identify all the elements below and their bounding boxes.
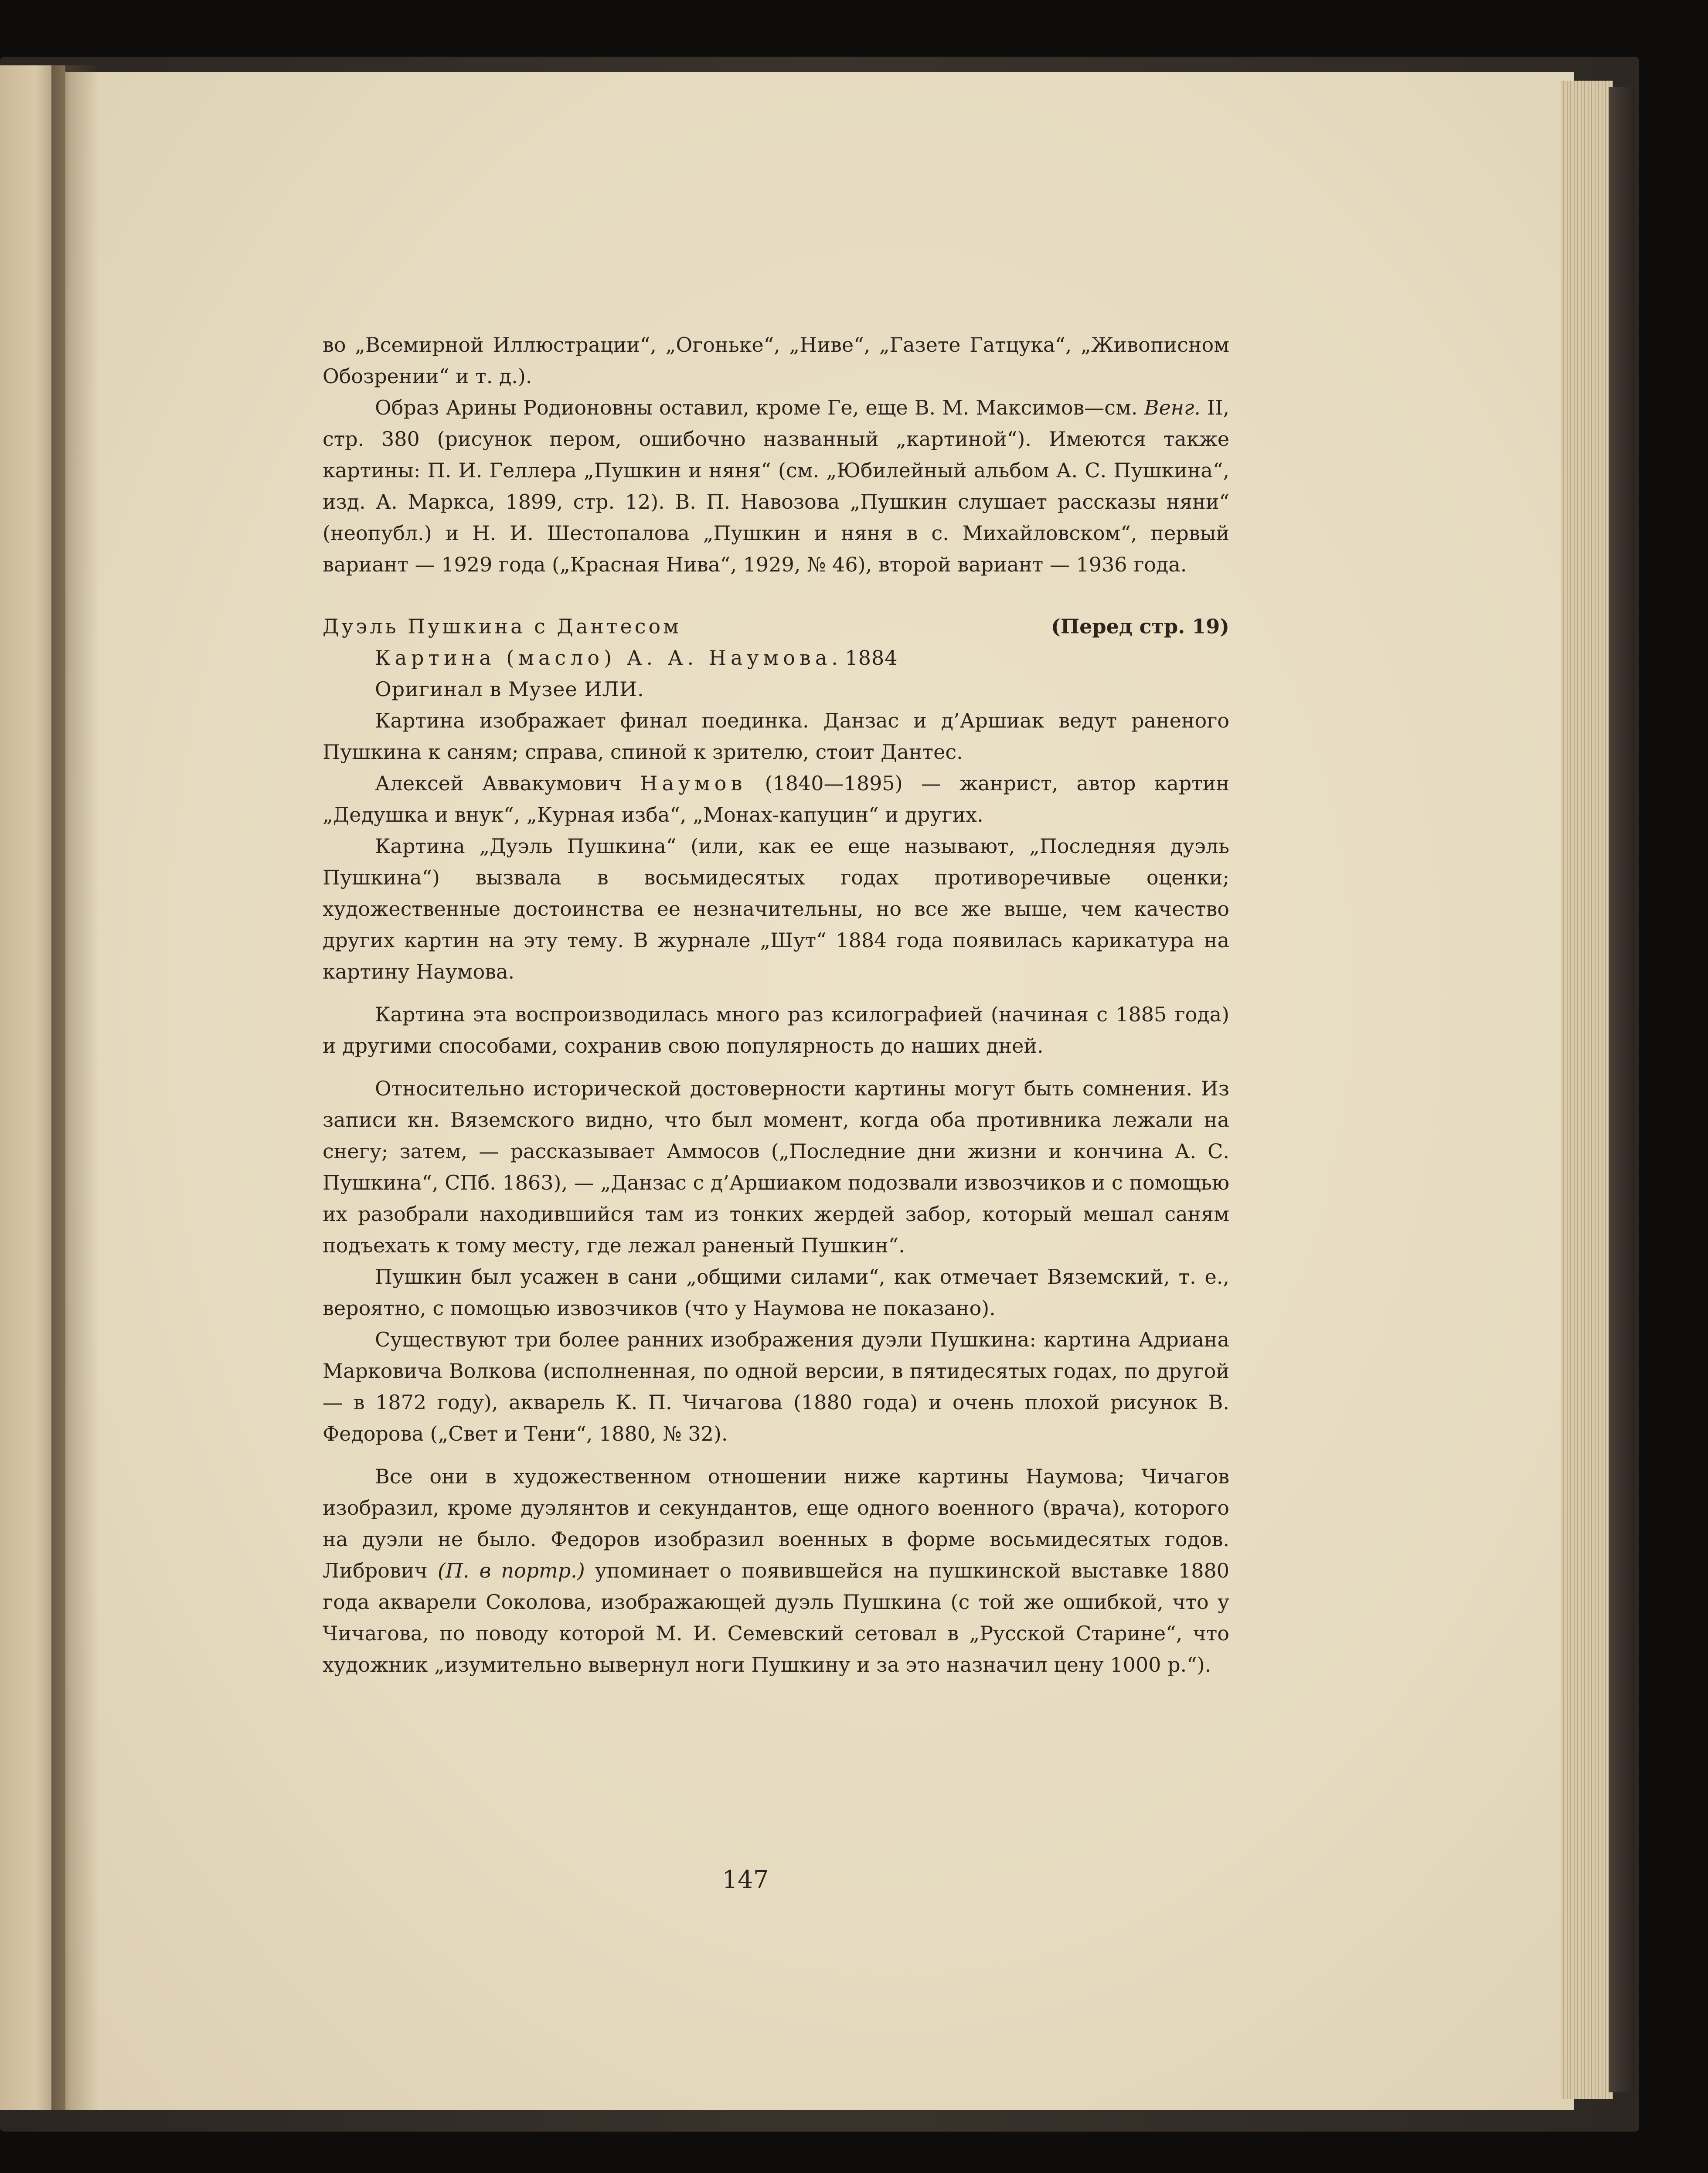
painting-medium: Картина (масло) [375, 646, 627, 670]
page-number: 147 [722, 1866, 769, 1894]
paragraph-text: II, стр. 380 (рисунок пером, ошибочно названный „картиной“). Имеются также картины: П. И. Геллера „Пушкин и няня“ (см. „Юбилейный альбом А. С. Пушкина“, изд. А. Маркса, 1899, стр. 12). В. П. Навозова „Пушкин слушает рассказы няни“ (неопубл.) и Н. И. Шестопалова „Пушкин и няня в с. Михайловском“, первый вариант — 1929 года („Красная Нива“, 1929, № 46), второй вариант — 1936 года. [323, 396, 1229, 576]
paragraph-arina [323, 392, 1229, 580]
paragraph-text: Образ Арины Родионовны оставил, кроме Ге, еще В. М. Максимов—см. [375, 396, 1144, 419]
gutter-shadow [51, 65, 99, 2110]
paragraph-text: (1840—1895) — жанрист, автор картин „Дедушка и внук“, „Курная изба“, „Монах-капуцин“ и других. [323, 772, 1229, 826]
paragraph-reproduction: Картина эта воспроизводилась много раз ксилографией (начиная с 1885 года) и другими способами, сохранив свою популярность до наших дней. [323, 1003, 1229, 1058]
text-block [323, 329, 1229, 1680]
section-heading [323, 611, 1229, 642]
paragraph-accuracy: Относительно исторической достоверности картины могут быть сомнения. Из записи кн. Вяземского видно, что был момент, когда оба противника лежали на снегу; затем, — рассказывает Аммосов („Последние дни жизни и кончина А. С. Пушкина“, СПб. 1863), — „Данзас с д’Аршиаком подозвали извозчиков и с помощью их разобрали находившийся там из тонких жердей забор, который мешал саням подъехать к тому месту, где лежал раненый Пушкин“. [323, 1077, 1229, 1257]
paragraph-comparison [323, 1461, 1229, 1680]
painting-author: А. А. Наумова [626, 646, 832, 670]
paragraph-earlier-images: Существуют три более ранних изображения дуэли Пушкина: картина Адриана Марковича Волкова (исполненная, по одной версии, в пятидесятых годах, по другой — в 1872 году), акварель К. П. Чичагова (1880 года) и очень плохой рисунок В. Федорова („Свет и Тени“, 1880, № 32). [323, 1328, 1229, 1445]
paragraph-text: Алексей Аввакумович [375, 772, 640, 795]
paragraph-text: Все они в художественном отношении ниже картины Наумова; Чичагов изобразил, кроме дуэлянтов и секундантов, еще одного военного (врача), которого на дуэли не было. Федоров изобразил военных в форме восьмидесятых годов. Либрович [323, 1465, 1229, 1582]
binding-edge [1609, 87, 1635, 2092]
paragraph-naumov [323, 768, 1229, 830]
paragraph-finale: Картина изображает финал поединка. Данзас и д’Аршиак ведут раненого Пушкина к саням; справа, спиной к зрителю, стоит Дантес. [323, 709, 1229, 764]
italic-ref: (П. в портр.) [437, 1559, 585, 1582]
plate-reference: (Перед стр. 19) [1051, 615, 1229, 638]
artist-name: Наумов [640, 772, 747, 795]
section-title: Дуэль Пушкина с Дантесом [323, 615, 681, 638]
paragraph-reception: Картина „Дуэль Пушкина“ (или, как ее еще называют, „Последняя дуэль Пушкина“) вызвала в восьмидесятых годах противоречивые оценки; художественные достоинства ее незначительны, но все же выше, чем качество других картин на эту тему. В журнале „Шут“ 1884 года появилась карикатура на картину Наумова. [323, 834, 1229, 983]
italic-ref: Венг. [1144, 396, 1201, 419]
original-location: Оригинал в Музее ИЛИ. [375, 677, 644, 701]
paragraph-text: упоминает о появившейся на пушкинской выставке 1880 года акварели Соколова, изображающей дуэль Пушкина (с той же ошибкой, что у Чичагова, по поводу которой М. И. Семевский сетовал в „Русской Старине“, что художник „изумительно вывернул ноги Пушкину и за это назначил цену 1000 р.“). [323, 1559, 1229, 1677]
paragraph-continued: во „Всемирной Иллюстрации“, „Огоньке“, „Ниве“, „Газете Гатцука“, „Живописном Обозрении“ и т. д.). [323, 333, 1229, 388]
page-edges [1561, 81, 1613, 2099]
painting-info [323, 642, 1229, 673]
paragraph-sleigh: Пушкин был усажен в сани „общими силами“, как отмечает Вяземский, т. е., вероятно, с помощью извозчиков (что у Наумова не показано). [323, 1265, 1229, 1320]
painting-year: . 1884 [831, 646, 898, 670]
